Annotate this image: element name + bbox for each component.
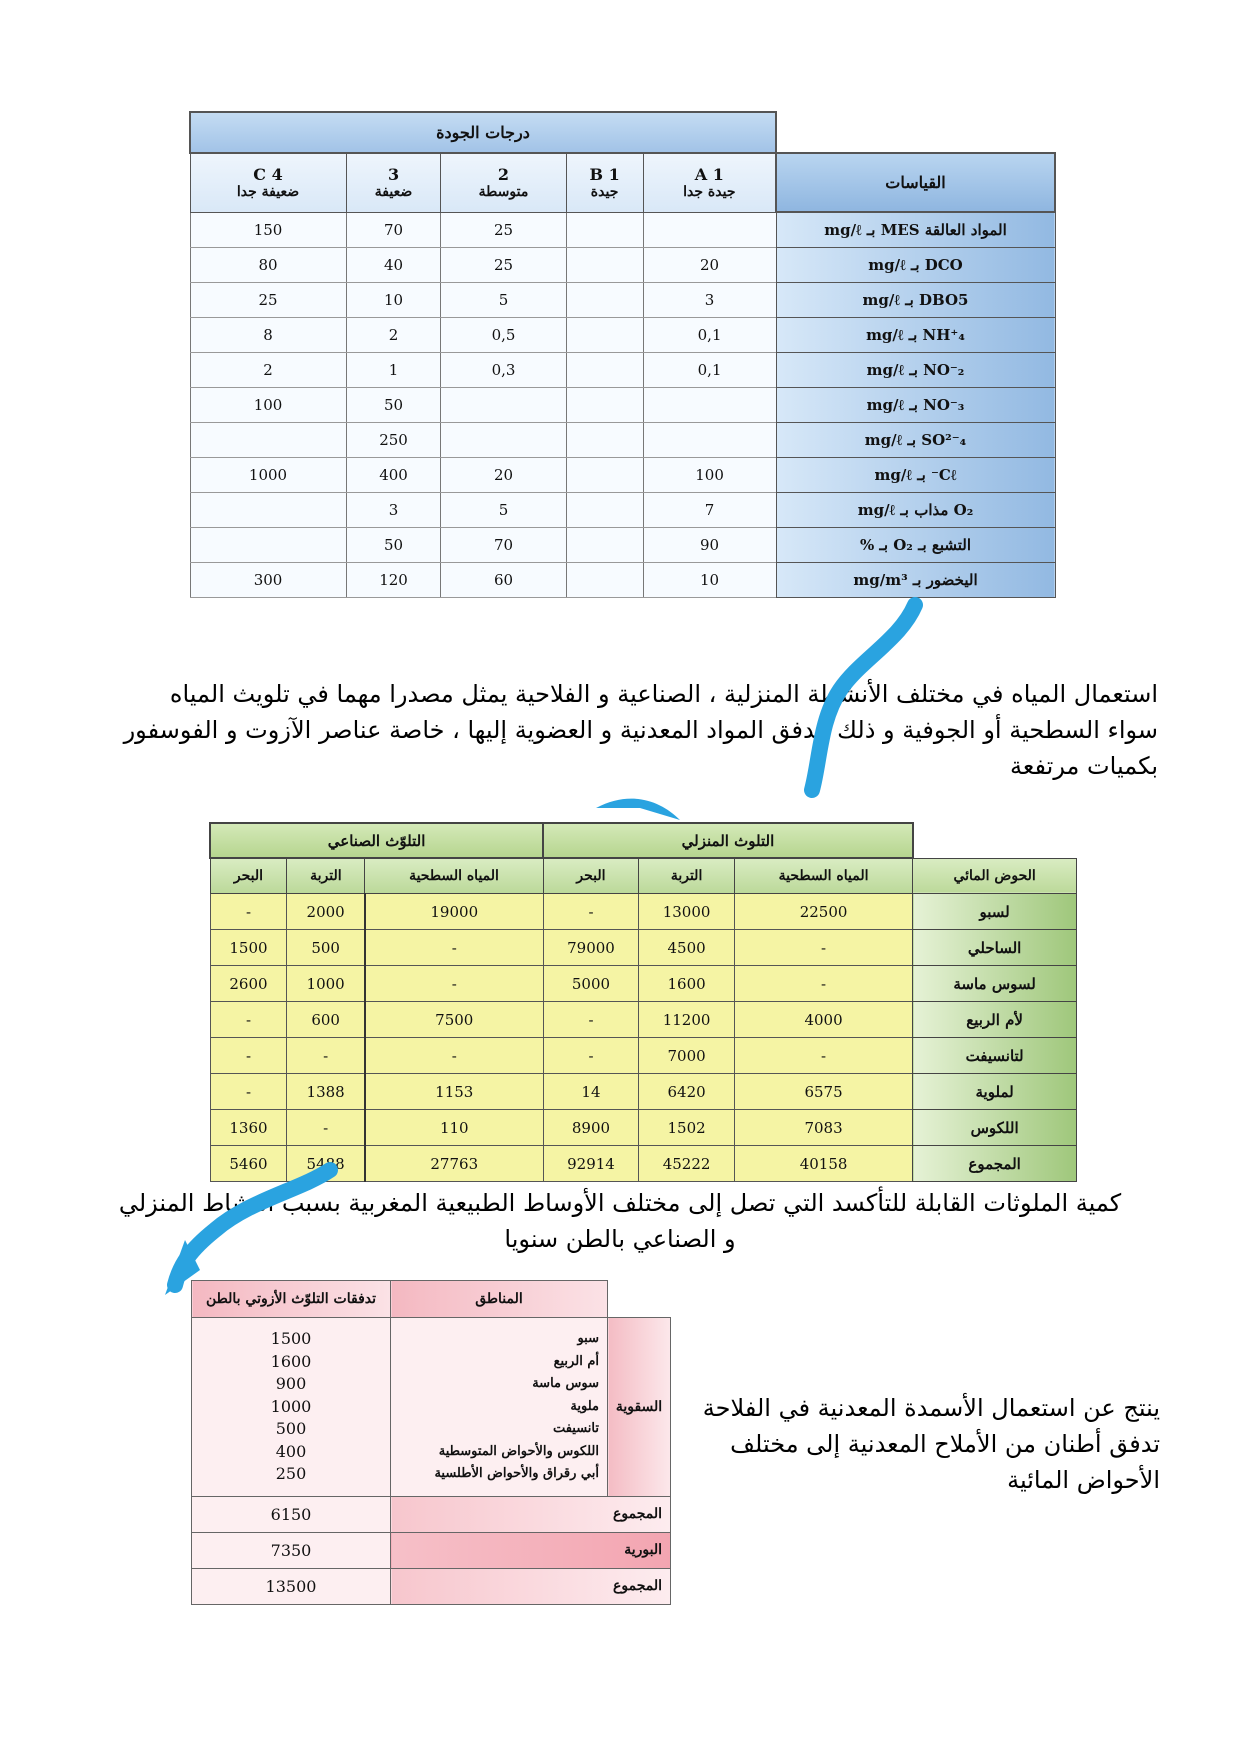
quality-row xyxy=(190,318,1055,353)
pollution-table xyxy=(209,822,1077,1182)
domestic-value: 79000 xyxy=(543,930,639,966)
quality-row xyxy=(190,212,1055,248)
domestic-value: 4000 xyxy=(734,1002,912,1038)
basin-item: سبو xyxy=(577,1331,599,1346)
pollution-row xyxy=(210,894,1077,930)
domestic-value: 7000 xyxy=(639,1038,735,1074)
pollution-row xyxy=(210,930,1077,966)
basin-name: اللكوس xyxy=(913,1110,1077,1146)
basin-item: اللكوس والأحواض المتوسطية xyxy=(438,1443,599,1459)
quality-value: 5 xyxy=(441,283,566,318)
basin-value: 1600 xyxy=(270,1351,312,1371)
quality-value: 5 xyxy=(441,493,566,528)
basin-names xyxy=(391,1318,608,1497)
quality-value: 20 xyxy=(643,248,776,283)
basin-item: تانسيفت xyxy=(552,1421,599,1436)
industrial-value: - xyxy=(210,1002,287,1038)
quality-value: 40 xyxy=(346,248,441,283)
quality-value: 50 xyxy=(346,388,441,423)
quality-value xyxy=(566,248,643,283)
quality-value: 10 xyxy=(346,283,441,318)
industrial-value: - xyxy=(365,930,543,966)
quality-value xyxy=(190,528,346,563)
domestic-value: - xyxy=(543,894,639,930)
industrial-value: - xyxy=(365,1038,543,1074)
measurement-label: NH⁺₄ بـ mg/ℓ xyxy=(776,318,1055,353)
domestic-value: - xyxy=(543,1002,639,1038)
basin-name: الساحلي xyxy=(913,930,1077,966)
quality-value: 1 xyxy=(346,353,441,388)
measurement-label: O₂ مذاب بـ mg/ℓ xyxy=(776,493,1055,528)
grand-total-label: المجموع xyxy=(391,1568,671,1604)
corner-blank xyxy=(608,1281,671,1318)
pollution-row xyxy=(210,1002,1077,1038)
industrial-header: التلوّث الصناعي xyxy=(210,823,543,858)
quality-value: 100 xyxy=(190,388,346,423)
domestic-value: 40158 xyxy=(734,1146,912,1182)
industrial-value: 7500 xyxy=(365,1002,543,1038)
quality-value: 0,5 xyxy=(441,318,566,353)
quality-value xyxy=(566,388,643,423)
domestic-value: 1600 xyxy=(639,966,735,1002)
industrial-value: - xyxy=(210,1074,287,1110)
domestic-value: 4500 xyxy=(639,930,735,966)
basin-value: 1500 xyxy=(270,1329,312,1348)
quality-value: 50 xyxy=(346,528,441,563)
industrial-value: - xyxy=(365,966,543,1002)
paragraph-water-use: استعمال المياه في مختلف الأنشطة المنزلية ، الصناعية و الفلاحية يمثل مصدرا مهما في تلويث المياه سواء السطحية أو الجوفية و ذلك بتدفق المواد المعدنية و العضوية إليها ، خاصة عناصر الآزوت و الفوسفور بكميات مرتفعة xyxy=(123,680,1158,780)
quality-value: 25 xyxy=(190,283,346,318)
basin-value: 1000 xyxy=(270,1396,312,1416)
basin-value: 500 xyxy=(275,1419,307,1438)
quality-value xyxy=(566,212,643,248)
grade-2: 2 متوسطة xyxy=(441,153,566,212)
domestic-value: 11200 xyxy=(639,1002,735,1038)
quality-value: 70 xyxy=(346,212,441,248)
quality-row xyxy=(190,563,1055,598)
quality-value: 80 xyxy=(190,248,346,283)
industrial-value: 1360 xyxy=(210,1110,287,1146)
quality-value: 0,1 xyxy=(643,353,776,388)
quality-value xyxy=(190,493,346,528)
quality-value xyxy=(566,353,643,388)
quality-value: 300 xyxy=(190,563,346,598)
industrial-value: 1388 xyxy=(287,1074,365,1110)
measurement-label: SO²⁻₄ بـ mg/ℓ xyxy=(776,423,1055,458)
industrial-value: 1500 xyxy=(210,930,287,966)
flow-header: تدفقات التلوّث الأزوتي بالطن xyxy=(192,1281,391,1318)
paragraph-fertilizers: ينتج عن استعمال الأسمدة المعدنية في الفلاحة تدفق أطنان من الأملاح المعدنية إلى مختلف الأحواض المائية xyxy=(702,1394,1160,1494)
quality-value xyxy=(566,458,643,493)
measurement-label: DBO5 بـ mg/ℓ xyxy=(776,283,1055,318)
quality-value: 3 xyxy=(643,283,776,318)
quality-value xyxy=(190,423,346,458)
quality-value: 100 xyxy=(643,458,776,493)
grade-1b: 1 B جيدة xyxy=(566,153,643,212)
grand-total-value: 13500 xyxy=(192,1568,391,1604)
industrial-value: 1153 xyxy=(365,1074,543,1110)
col-sea-industrial: البحر xyxy=(210,858,287,894)
domestic-value: - xyxy=(734,930,912,966)
domestic-value: 22500 xyxy=(734,894,912,930)
industrial-value: 5488 xyxy=(287,1146,365,1182)
basin-item: أبي رقراق والأحواض الأطلسية xyxy=(434,1466,599,1481)
quality-value xyxy=(441,388,566,423)
domestic-value: 45222 xyxy=(639,1146,735,1182)
quality-value: 25 xyxy=(441,212,566,248)
pollution-row xyxy=(210,1146,1077,1182)
pollution-row xyxy=(210,966,1077,1002)
quality-row xyxy=(190,423,1055,458)
quality-row xyxy=(190,458,1055,493)
domestic-value: 8900 xyxy=(543,1110,639,1146)
basin-name: لتانسيفت xyxy=(913,1038,1077,1074)
domestic-value: 13000 xyxy=(639,894,735,930)
domestic-value: 7083 xyxy=(734,1110,912,1146)
measurement-label: اليخضور بـ mg/m³ xyxy=(776,563,1055,598)
industrial-value: - xyxy=(287,1110,365,1146)
measurement-label: NO⁻₃ بـ mg/ℓ xyxy=(776,388,1055,423)
measurement-label: NO⁻₂ بـ mg/ℓ xyxy=(776,353,1055,388)
quality-value: 2 xyxy=(190,353,346,388)
domestic-value: 6420 xyxy=(639,1074,735,1110)
quality-value xyxy=(566,318,643,353)
quality-row xyxy=(190,493,1055,528)
quality-value xyxy=(566,528,643,563)
quality-value: 7 xyxy=(643,493,776,528)
quality-value xyxy=(441,423,566,458)
industrial-value: 500 xyxy=(287,930,365,966)
rainfed-value: 7350 xyxy=(192,1532,391,1568)
quality-row xyxy=(190,528,1055,563)
quality-row xyxy=(190,388,1055,423)
col-surface-domestic: المياه السطحية xyxy=(734,858,912,894)
quality-value: 10 xyxy=(643,563,776,598)
industrial-value: - xyxy=(287,1038,365,1074)
quality-value: 25 xyxy=(441,248,566,283)
regions-header: المناطق xyxy=(391,1281,608,1318)
industrial-value: 110 xyxy=(365,1110,543,1146)
quality-value: 400 xyxy=(346,458,441,493)
quality-value: 3 xyxy=(346,493,441,528)
quality-value: 120 xyxy=(346,563,441,598)
quality-value xyxy=(566,493,643,528)
quality-value xyxy=(643,423,776,458)
quality-value xyxy=(566,423,643,458)
grade-1a: 1 A جيدة جدا xyxy=(643,153,776,212)
col-sea-domestic: البحر xyxy=(543,858,639,894)
corner-blank xyxy=(913,823,1077,858)
irrigated-label: السقوية xyxy=(608,1318,671,1497)
basin-value: 900 xyxy=(275,1374,307,1393)
domestic-value: 6575 xyxy=(734,1074,912,1110)
nitrogen-table xyxy=(191,1280,671,1605)
basin-values xyxy=(192,1318,391,1497)
grade-header: درجات الجودة xyxy=(190,112,776,153)
quality-value: 90 xyxy=(643,528,776,563)
domestic-value: 1502 xyxy=(639,1110,735,1146)
basin-name: لأم الربيع xyxy=(913,1002,1077,1038)
quality-value: 150 xyxy=(190,212,346,248)
basin-name: لسوس ماسة xyxy=(913,966,1077,1002)
basin-item: سوس ماسة xyxy=(532,1376,599,1391)
quality-value: 20 xyxy=(441,458,566,493)
industrial-value: 2000 xyxy=(287,894,365,930)
measurements-header: القياسات xyxy=(776,153,1055,212)
quality-value xyxy=(566,563,643,598)
domestic-value: - xyxy=(734,966,912,1002)
basin-value: 400 xyxy=(275,1441,307,1461)
quality-value: 70 xyxy=(441,528,566,563)
quality-value: 2 xyxy=(346,318,441,353)
pollution-row xyxy=(210,1110,1077,1146)
pollution-row xyxy=(210,1074,1077,1110)
quality-value: 1000 xyxy=(190,458,346,493)
quality-row xyxy=(190,353,1055,388)
industrial-value: 5460 xyxy=(210,1146,287,1182)
industrial-value: 27763 xyxy=(365,1146,543,1182)
grade-3: 3 ضعيفة xyxy=(346,153,441,212)
quality-value: 60 xyxy=(441,563,566,598)
quality-value: 8 xyxy=(190,318,346,353)
quality-row xyxy=(190,283,1055,318)
paragraph-oxidizable-pollutants: كمية الملوثات القابلة للتأكسد التي تصل إلى مختلف الأوساط الطبيعية المغربية بسبب النشاط المنزلي و الصناعي بالطن سنويا xyxy=(118,1189,1122,1253)
domestic-header: التلوث المنزلي xyxy=(543,823,913,858)
basin-name: المجموع xyxy=(913,1146,1077,1182)
corner-blank xyxy=(776,112,1055,153)
measurement-label: Cℓ⁻ بـ mg/ℓ xyxy=(776,458,1055,493)
basin-name: لسبو xyxy=(913,894,1077,930)
quality-value xyxy=(643,388,776,423)
domestic-value: - xyxy=(543,1038,639,1074)
quality-value: 250 xyxy=(346,423,441,458)
quality-value xyxy=(643,212,776,248)
basin-name: لملوية xyxy=(913,1074,1077,1110)
domestic-value: 14 xyxy=(543,1074,639,1110)
irrigated-total-value: 6150 xyxy=(192,1496,391,1532)
grade-4c: 4 C ضعيفة جدا xyxy=(190,153,346,212)
measurement-label: DCO بـ mg/ℓ xyxy=(776,248,1055,283)
col-surface-industrial: المياه السطحية xyxy=(365,858,543,894)
water-quality-table xyxy=(189,111,1056,598)
domestic-value: 92914 xyxy=(543,1146,639,1182)
quality-value xyxy=(566,283,643,318)
col-soil-industrial: التربة xyxy=(287,858,365,894)
industrial-value: 1000 xyxy=(287,966,365,1002)
industrial-value: 2600 xyxy=(210,966,287,1002)
rainfed-label: البورية xyxy=(391,1532,671,1568)
col-soil-domestic: التربة xyxy=(639,858,735,894)
basin-item: أم الربيع xyxy=(553,1353,599,1369)
industrial-value: - xyxy=(210,894,287,930)
measurement-label: المواد العالقة MES بـ mg/ℓ xyxy=(776,212,1055,248)
industrial-value: - xyxy=(210,1038,287,1074)
basin-header: الحوض المائي xyxy=(913,858,1077,894)
irrigated-total-label: المجموع xyxy=(391,1496,671,1532)
basin-item: ملوية xyxy=(570,1398,599,1414)
industrial-value: 600 xyxy=(287,1002,365,1038)
domestic-value: 5000 xyxy=(543,966,639,1002)
quality-value: 0,3 xyxy=(441,353,566,388)
quality-row xyxy=(190,248,1055,283)
pollution-row xyxy=(210,1038,1077,1074)
domestic-value: - xyxy=(734,1038,912,1074)
arrow-1-head xyxy=(596,799,680,820)
industrial-value: 19000 xyxy=(365,894,543,930)
measurement-label: التشبع بـ O₂ بـ % xyxy=(776,528,1055,563)
quality-value: 0,1 xyxy=(643,318,776,353)
basin-value: 250 xyxy=(275,1464,307,1483)
